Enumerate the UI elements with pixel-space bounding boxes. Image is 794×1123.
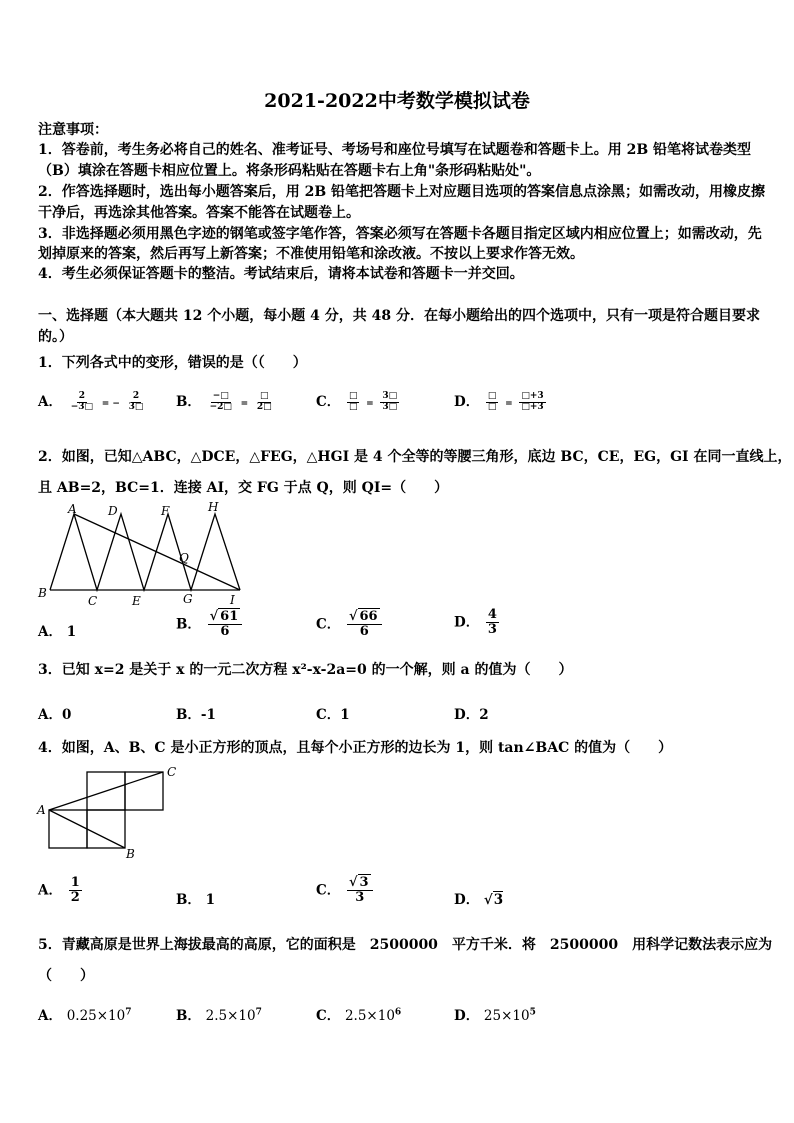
q5-option-c: C． $2.5\times 10^6$: [316, 1007, 402, 1024]
option-label: D．: [454, 892, 480, 908]
q4-option-b: B． 1: [176, 892, 216, 908]
fraction: $\frac{1}{2}$: [70, 875, 80, 906]
point-b: B: [38, 586, 47, 600]
option-label: B．: [176, 616, 201, 633]
fraction: $\frac{3□}{3□}$: [382, 391, 398, 412]
q3-option-b: B．-1: [176, 707, 216, 723]
q5-option-a: A． $0.25\times 10^7$: [38, 1007, 132, 1024]
option-label: A．: [38, 394, 62, 410]
q5-stem: 5．青藏高原是世界上海拔最高的高原，它的面积是 2500000 平方千米．将 2500000 用科学记数法表示应为: [38, 937, 773, 953]
section-heading: 一、选择题（本大题共 12 个小题，每小题 4 分，共 48 分．在每小题给出的四个选项中，只有一项是符合题目要求: [38, 308, 760, 324]
fraction: $\frac{□+3}{□+3}$: [521, 391, 544, 412]
q2-stem-cont: 且 AB=2，BC=1．连接 AI，交 FG 于点 Q，则 QI=（ ）: [38, 480, 449, 496]
point-e: E: [132, 594, 141, 608]
option-label: B．: [176, 892, 201, 908]
q3-option-c: C．1: [316, 707, 350, 723]
notice-line: 划掉原来的答案，然后再写上新答案；不准使用铅笔和涂改液。不按以上要求作答无效。: [38, 246, 584, 262]
notice-line: 干净后，再选涂其他答案。答案不能答在试题卷上。: [38, 205, 360, 221]
point-g: G: [183, 592, 193, 606]
q3-option-a: A．0: [38, 707, 72, 723]
q3-option-d: D．2: [454, 707, 489, 723]
q1-option-c: C． $\frac{□}{□}$ = $\frac{3□}{3□}$: [316, 391, 398, 412]
fraction: $\frac{√ 3}{3}$: [347, 876, 373, 906]
q1-stem: 1．下列各式中的变形，错误的是（（ ）: [38, 355, 307, 371]
point-q: Q: [179, 551, 189, 565]
fraction: $\frac{4}{3}$: [487, 607, 497, 638]
option-label: B．: [176, 394, 201, 410]
q1-option-b: B． $\frac{-□}{-2□}$ = $\frac{□}{2□}$: [176, 391, 272, 412]
q4-stem: 4．如图，A、B、C 是小正方形的顶点，且每个小正方形的边长为 1，则 tan∠BAC 的值为（ ）: [38, 740, 673, 756]
section-heading-cont: 的。）: [38, 329, 73, 345]
point-c: C: [167, 765, 177, 779]
point-h: H: [208, 500, 219, 514]
fraction: $\frac{□}{□}$: [487, 391, 497, 412]
point-a: A: [37, 803, 46, 817]
point-b: B: [126, 847, 135, 861]
fraction: $\frac{□}{□}$: [348, 391, 358, 412]
notice-line: 1．答卷前，考生务必将自己的姓名、准考证号、考场号和座位号填写在试题卷和答题卡上。用 2B 铅笔将试卷类型: [38, 142, 752, 158]
option-label: A．: [38, 1008, 62, 1024]
fraction: $\frac{√ 66}{6}$: [347, 610, 382, 640]
q2-option-a: A． 1: [38, 624, 77, 640]
q4-figure: [36, 762, 186, 862]
notice-heading: 注意事项：: [38, 122, 108, 138]
q1-option-a: A． $\frac{2}{-3□}$ = − $\frac{2}{3□}$: [38, 391, 144, 412]
page-title: 2021-2022中考数学模拟试卷: [264, 90, 530, 112]
point-i: I: [230, 593, 235, 607]
option-label: C．: [316, 1008, 341, 1024]
q5-stem-cont: （ ）: [38, 968, 94, 984]
option-label: C．: [316, 882, 341, 899]
q2-option-b: [176, 610, 244, 640]
q1-option-d: D． $\frac{□}{□}$ = $\frac{□+3}{□+3}$: [454, 391, 544, 412]
fraction: $\frac{-□}{-2□}$: [209, 391, 232, 412]
option-label: C．: [316, 394, 341, 410]
fraction: $\frac{2}{3□}$: [128, 391, 144, 412]
option-label: A．: [38, 624, 62, 640]
notice-line: 3．非选择题必须用黑色字迹的钢笔或签字笔作答，答案必须写在答题卡各题目指定区域内相应位置上；如需改动，先: [38, 226, 762, 242]
q5-option-d: D． $25\times 10^5$: [454, 1007, 536, 1024]
option-label: B．: [176, 1008, 201, 1024]
point-a: A: [68, 502, 77, 516]
q2-option-c: [316, 610, 384, 640]
q2-stem: 2．如图，已知△ABC，△DCE，△FEG，△HGI 是 4 个全等的等腰三角形，底边 BC，CE，EG，GI 在同一直线上，: [38, 449, 792, 465]
point-c: C: [88, 594, 98, 608]
point-f: F: [161, 504, 170, 518]
option-label: D．: [454, 394, 480, 410]
notice-line: （B）填涂在答题卡相应位置上。将条形码粘贴在答题卡右上角"条形码粘贴处"。: [38, 163, 541, 179]
q4-option-a: [38, 876, 84, 906]
q4-option-d: D． √3: [454, 892, 504, 908]
notice-line: 4．考生必须保证答题卡的整洁。考试结束后，请将本试卷和答题卡一并交回。: [38, 266, 524, 282]
q5-option-b: B． $2.5\times 10^7$: [176, 1007, 262, 1024]
option-label: D．: [454, 614, 480, 631]
q4-option-c: [316, 876, 375, 906]
option-label: A．: [38, 882, 62, 899]
fraction: $\frac{2}{-3□}$: [70, 391, 93, 412]
option-label: D．: [454, 1008, 480, 1024]
point-d: D: [108, 504, 118, 518]
fraction: $\frac{□}{2□}$: [256, 391, 272, 412]
q2-figure: [36, 500, 246, 608]
fraction: $\frac{√ 61}{6}$: [208, 610, 243, 640]
option-label: C．: [316, 616, 341, 633]
q3-stem: 3．已知 x=2 是关于 x 的一元二次方程 x²-x-2a=0 的一个解，则 a 的值为（ ）: [38, 662, 573, 678]
notice-line: 2．作答选择题时，选出每小题答案后，用 2B 铅笔把答题卡上对应题目选项的答案信息点涂黑；如需改动，用橡皮擦: [38, 184, 766, 200]
q2-option-d: [454, 608, 501, 638]
